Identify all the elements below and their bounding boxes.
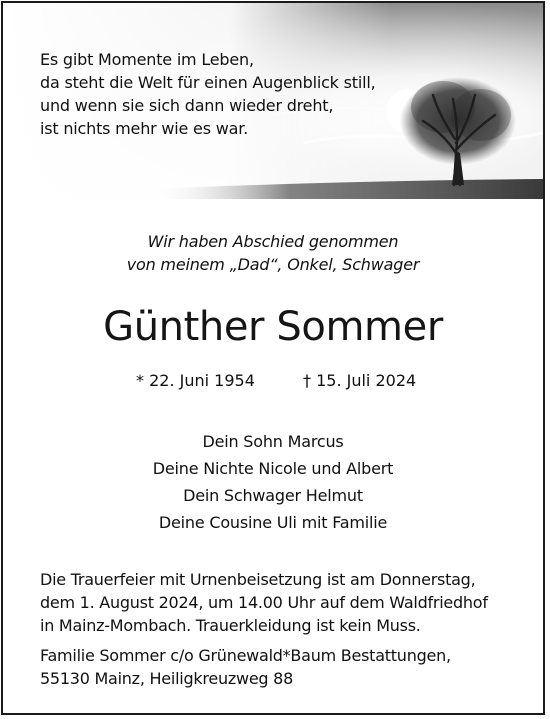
contact-line: Familie Sommer c/o Grünewald*Baum Bestattungen, — [40, 646, 451, 665]
mourner-item: Dein Schwager Helmut — [183, 486, 363, 505]
contact-line: 55130 Mainz, Heiligkreuzweg 88 — [40, 669, 294, 688]
farewell-text — [3, 230, 543, 276]
quote-line: und wenn sie sich dann wieder dreht, — [40, 96, 334, 115]
mourner-item: Dein Sohn Marcus — [202, 432, 344, 451]
death-date: † 15. Juli 2024 — [303, 371, 417, 390]
obituary-notice — [1, 1, 545, 715]
mourners-list — [3, 428, 543, 536]
farewell-line: Wir haben Abschied genommen — [147, 232, 399, 251]
funeral-line: in Mainz-Mombach. Trauerkleidung ist kein Muss. — [40, 616, 421, 635]
mourner-item: Deine Cousine Uli mit Familie — [158, 513, 388, 532]
birth-date: * 22. Juni 1954 — [136, 371, 255, 390]
farewell-line: von meinem „Dad“, Onkel, Schwager — [126, 255, 420, 274]
quote-line: Es gibt Momente im Leben, — [40, 50, 254, 69]
funeral-line: dem 1. August 2024, um 14.00 Uhr auf dem Waldfriedhof — [40, 593, 488, 612]
quote-line: ist nichts mehr wie es war. — [40, 119, 249, 138]
opening-quote — [40, 48, 375, 140]
deceased-name: Günther Sommer — [103, 304, 443, 350]
quote-line: da steht die Welt für einen Augenblick still, — [40, 73, 376, 92]
funeral-line: Die Trauerfeier mit Urnenbeisetzung ist am Donnerstag, — [40, 570, 476, 589]
contact-address — [40, 644, 451, 690]
mourner-item: Deine Nichte Nicole und Albert — [152, 459, 394, 478]
funeral-info — [40, 568, 488, 637]
